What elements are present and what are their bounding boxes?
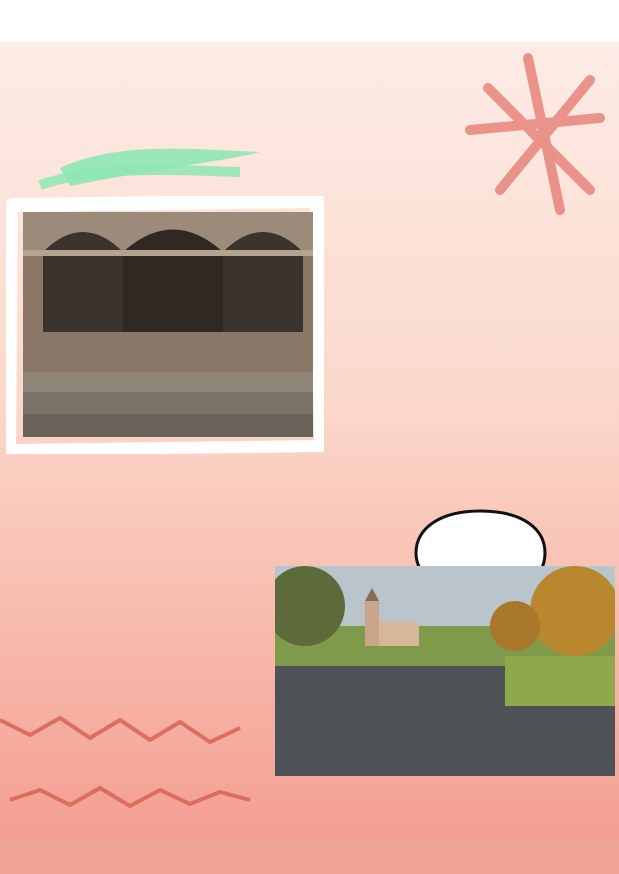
paragraph-village-walk: [0, 566, 246, 588]
dotted-photo-frame: [275, 566, 615, 776]
red-zigzag-scribble: [0, 718, 250, 806]
bottom-bird-border: [0, 838, 619, 874]
school-group-photo: [23, 212, 313, 437]
paragraph-international-day: [324, 160, 616, 207]
top-bird-border: [0, 0, 619, 42]
village-walk-photo: [275, 566, 615, 776]
